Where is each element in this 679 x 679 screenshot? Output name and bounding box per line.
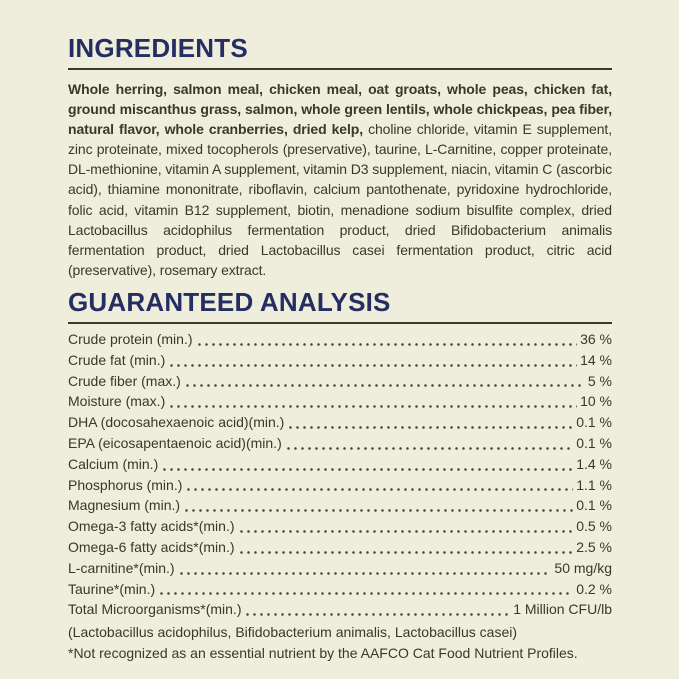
dot-leader <box>287 414 573 435</box>
analysis-row <box>68 518 612 539</box>
analysis-row <box>68 435 612 456</box>
dot-leader <box>178 560 552 581</box>
dot-leader <box>183 497 573 518</box>
analysis-row <box>68 331 612 352</box>
dot-leader <box>158 581 573 602</box>
analysis-row-label: Crude fiber (max.) <box>68 372 181 389</box>
analysis-row-value: 0.2 % <box>576 580 612 597</box>
analysis-row-label: Total Microorganisms*(min.) <box>68 601 242 618</box>
analysis-row-label: Crude protein (min.) <box>68 330 193 347</box>
analysis-row-label: Phosphorus (min.) <box>68 476 183 493</box>
guaranteed-analysis-title: GUARANTEED ANALYSIS <box>68 286 391 317</box>
analysis-row-label: Omega-6 fatty acids*(min.) <box>68 538 235 555</box>
analysis-row <box>68 581 612 602</box>
analysis-row-value: 0.5 % <box>576 518 612 535</box>
analysis-row-value: 0.1 % <box>576 434 612 451</box>
ingredients-title: INGREDIENTS <box>68 33 248 63</box>
analysis-row-label: EPA (eicosapentaenoic acid)(min.) <box>68 434 282 451</box>
analysis-row <box>68 560 612 581</box>
analysis-row <box>68 373 612 394</box>
analysis-row-value: 0.1 % <box>576 497 612 514</box>
analysis-row <box>68 477 612 498</box>
analysis-row-label: Moisture (max.) <box>68 393 166 410</box>
aafco-footnote: *Not recognized as an essential nutrient by the AAFCO Cat Food Nutrient Profiles. <box>68 644 578 661</box>
analysis-row-value: 10 % <box>580 393 612 410</box>
dot-leader <box>238 539 574 560</box>
ingredients-supplement-list: choline chloride, vitamin E supplement, zinc proteinate, mixed tocopherols (preservative), taurine, L-Carnitine, copper proteinate, DL-methionine, vitamin A supplement, vitamin D3 supplement, niacin, vitamin C (ascorbic acid), thiamine mononitrate, riboflavin, calcium pantothenate, pyridoxine hydrochloride, folic acid, vitamin B12 supplement, biotin, menadione sodium bisulfite complex, dried Lactobacillus acidophilus fermentation product, dried Bifidobacterium animalis fermentation product, dried Lactobacillus casei fermentation product, citric acid (preservative), rosemary extract. <box>68 121 612 278</box>
analysis-row-label: L-carnitine*(min.) <box>68 559 175 576</box>
analysis-row-label: Crude fat (min.) <box>68 351 166 368</box>
analysis-row <box>68 393 612 414</box>
dot-leader <box>168 393 577 414</box>
analysis-row <box>68 352 612 373</box>
analysis-row-value: 14 % <box>580 351 612 368</box>
analysis-row-value: 1.4 % <box>576 455 612 472</box>
analysis-row-label: Magnesium (min.) <box>68 497 181 514</box>
analysis-row-value: 36 % <box>580 330 612 347</box>
analysis-row-label: Omega-3 fatty acids*(min.) <box>68 518 235 535</box>
analysis-table <box>68 331 612 622</box>
analysis-row-label: Calcium (min.) <box>68 455 159 472</box>
analysis-row <box>68 539 612 560</box>
analysis-row-value: 1 Million CFU/lb <box>513 601 612 618</box>
dot-leader <box>196 331 578 352</box>
analysis-row-label: Taurine*(min.) <box>68 580 156 597</box>
analysis-row-value: 0.1 % <box>576 414 612 431</box>
dot-leader <box>161 456 573 477</box>
dot-leader <box>244 601 510 622</box>
microorganisms-note: (Lactobacillus acidophilus, Bifidobacterium animalis, Lactobacillus casei) <box>68 624 517 641</box>
analysis-row-label: DHA (docosahexaenoic acid)(min.) <box>68 414 285 431</box>
ingredients-section <box>68 34 612 280</box>
ingredients-text <box>68 79 612 280</box>
dot-leader <box>238 518 574 539</box>
guaranteed-analysis-section <box>68 288 612 664</box>
dot-leader <box>168 352 577 373</box>
analysis-row-value: 2.5 % <box>576 538 612 555</box>
analysis-row-value: 1.1 % <box>576 476 612 493</box>
ingredients-divider <box>68 68 612 70</box>
guaranteed-analysis-divider <box>68 322 612 324</box>
ingredients-main-list: Whole herring, salmon meal, chicken meal, oat groats, whole peas, chicken fat, ground miscanthus grass, salmon, whole green lentils, whole chickpeas, pea fiber, natural flavor, whole cranberries, dried kelp, <box>68 81 612 138</box>
dot-leader <box>285 435 573 456</box>
analysis-row <box>68 497 612 518</box>
analysis-row <box>68 414 612 435</box>
dot-leader <box>184 373 585 394</box>
dot-leader <box>185 477 573 498</box>
analysis-row <box>68 601 612 622</box>
analysis-row <box>68 456 612 477</box>
analysis-row-value: 5 % <box>587 372 612 389</box>
analysis-row-value: 50 mg/kg <box>554 559 612 576</box>
